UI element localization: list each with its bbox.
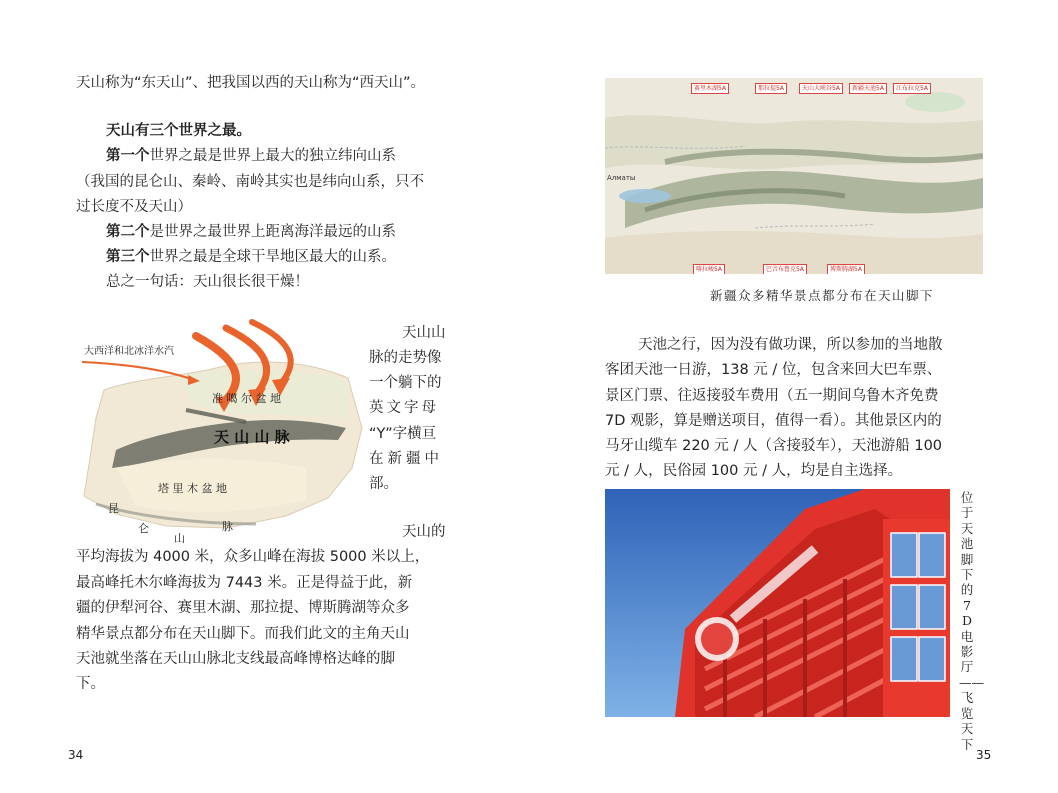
side-line-3: 一个躺下的 <box>369 375 442 391</box>
world-first-2 <box>106 222 396 242</box>
item3-label: 第三个 <box>106 249 150 265</box>
item1-label: 第一个 <box>106 148 150 164</box>
cinema-photo-graphic <box>605 489 950 717</box>
para-line-6: 下。 <box>76 676 105 692</box>
attractions-map-graphic <box>605 78 983 274</box>
attractions-map <box>605 78 983 274</box>
kunlun-char-4: 脉 <box>222 520 233 533</box>
side-line-8: 天山的 <box>402 524 446 540</box>
junggar-label: 准 噶 尔 盆 地 <box>212 392 281 405</box>
city-almaty: Алматы <box>607 174 636 182</box>
map-tag-top-3: 新疆天池5A <box>849 83 887 94</box>
right-para-line-5: 马牙山缆车 220 元 / 人（含接驳车），天池游船 100 <box>605 438 943 454</box>
summary-line: 总之一句话：天山很长很干燥！ <box>106 274 309 290</box>
side-line-2: 脉的走势像 <box>369 350 442 366</box>
item1-line2: （我国的昆仑山、秦岭、南岭其实也是纬向山系，只不 <box>76 174 424 190</box>
map-tag-bottom-0: 喀拉峻5A <box>693 264 725 274</box>
item1-line3: 过长度不及天山） <box>76 199 192 215</box>
map-tag-top-2: 天山大峡谷5A <box>799 83 843 94</box>
kunlun-char-2: 仑 <box>138 522 149 535</box>
para-line-3: 疆的伊犁河谷、赛里木湖、那拉提、博斯腾湖等众多 <box>76 600 410 616</box>
page-number-left: 34 <box>68 748 84 762</box>
map-tag-top-4: 江布拉克5A <box>893 83 931 94</box>
side-line-7: 部。 <box>369 476 398 492</box>
map-tag-top-1: 那拉提5A <box>755 83 787 94</box>
tarim-label: 塔 里 木 盆 地 <box>158 482 227 495</box>
kunlun-char-1: 昆 <box>108 502 119 515</box>
item2-label: 第二个 <box>106 224 150 240</box>
para-line-1: 平均海拔为 4000 米，众多山峰在海拔 5000 米以上， <box>76 549 430 565</box>
para-line-4: 精华景点都分布在天山脚下。而我们此文的主角天山 <box>76 626 410 642</box>
section-heading: 天山有三个世界之最。 <box>106 123 251 139</box>
right-para-line-4: 7D 观影，算是赠送项目，值得一看）。其他景区内的 <box>605 413 942 429</box>
right-para-line-2: 客团天池一日游，138 元 / 位，包含来回大巴车票、 <box>605 362 942 378</box>
page-number-right: 35 <box>976 748 992 762</box>
world-first-1 <box>106 146 396 166</box>
right-para-line-1: 天池之行，因为没有做功课，所以参加的当地散 <box>638 337 943 353</box>
photo-caption: 位于天池脚下的7D电影厅——飞览天下 <box>959 490 984 752</box>
map-caption: 新疆众多精华景点都分布在天山脚下 <box>710 288 935 303</box>
tianshan-label: 天 山 山 脉 <box>214 428 290 446</box>
para-line-5: 天池就坐落在天山山脉北支线最高峰博格达峰的脚 <box>76 651 395 667</box>
side-line-4: 英文字母 <box>369 400 439 416</box>
right-para-line-6: 元 / 人，民俗园 100 元 / 人，均是自主选择。 <box>605 463 903 479</box>
side-line-5: “Y”字横亘 <box>369 426 437 442</box>
para-line-2: 最高峰托木尔峰海拔为 7443 米。正是得益于此，新 <box>76 575 413 591</box>
right-para-line-3: 景区门票、往返接驳车费用（五一期间乌鲁木齐免费 <box>605 388 939 404</box>
item1-text: 世界之最是世界上最大的独立纬向山系 <box>149 148 396 164</box>
tianshan-map <box>76 318 364 545</box>
intro-line: 天山称为“东天山”、把我国以西的天山称为“西天山”。 <box>76 75 426 91</box>
world-first-3 <box>106 247 396 267</box>
side-line-1: 天山山 <box>402 325 446 341</box>
item3-text: 世界之最是全球干旱地区最大的山系。 <box>149 249 396 265</box>
wind-label: 大西洋和北冰洋水汽 <box>84 346 174 357</box>
side-line-6: 在新疆中 <box>369 451 443 467</box>
kunlun-char-3: 山 <box>174 532 185 545</box>
map-tag-bottom-1: 巴音布鲁克5A <box>763 264 807 274</box>
map-tag-bottom-2: 博斯腾湖5A <box>827 264 865 274</box>
item2-text: 是世界之最世界上距离海洋最远的山系 <box>149 224 396 240</box>
map-tag-top-0: 赛里木湖5A <box>691 83 729 94</box>
cinema-photo <box>605 489 950 717</box>
